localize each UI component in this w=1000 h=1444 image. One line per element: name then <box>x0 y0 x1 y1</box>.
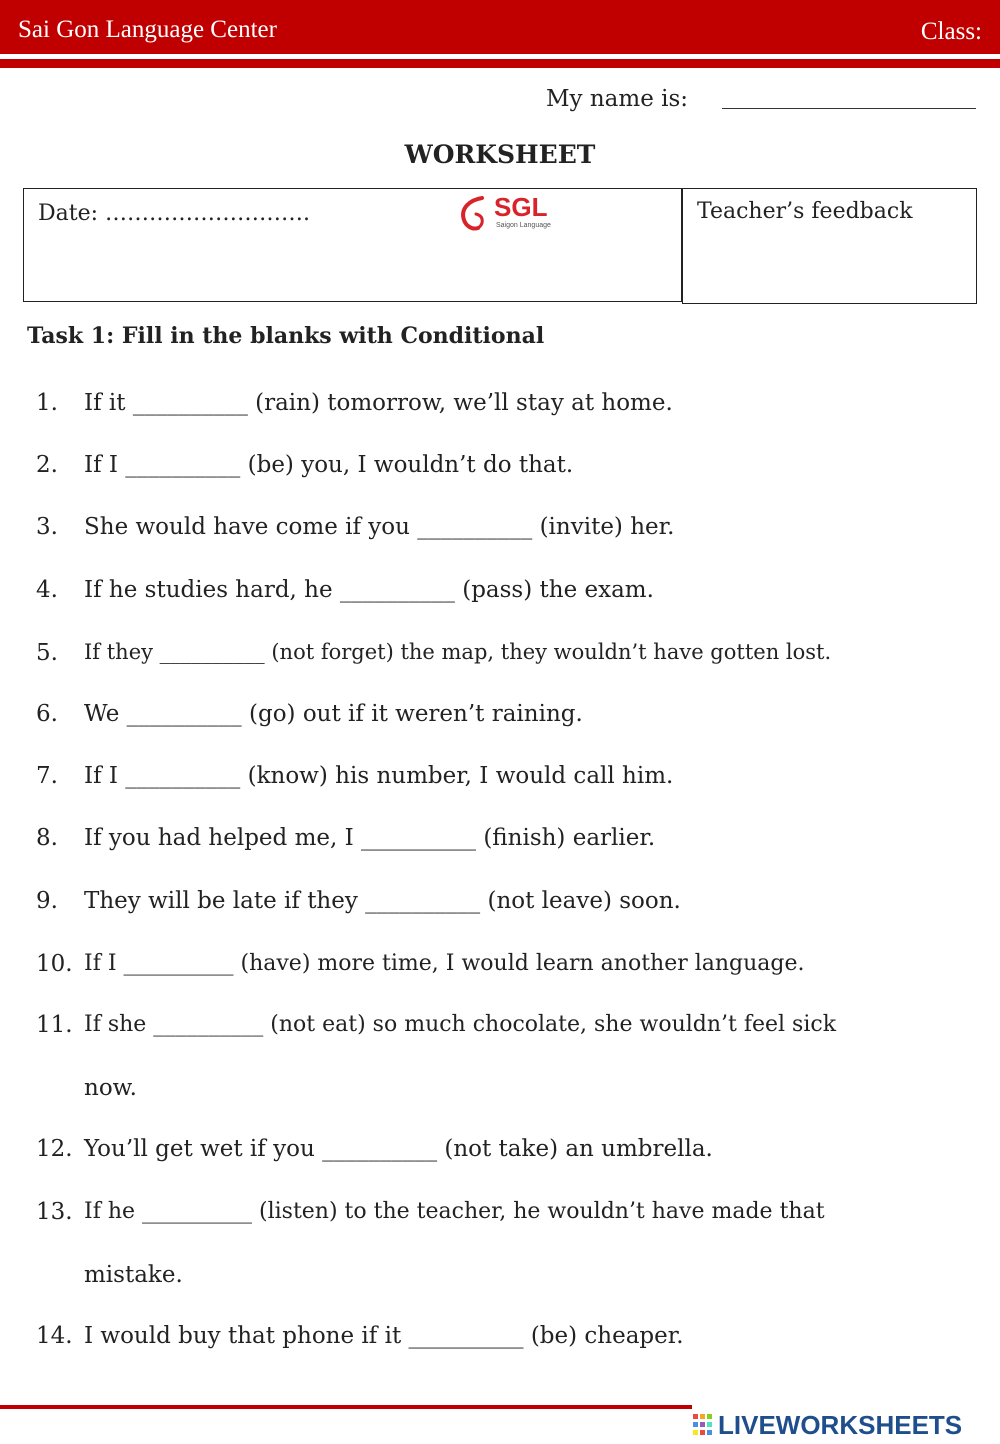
feedback-box <box>682 188 977 304</box>
date-label: Date: ………………………. <box>38 201 311 226</box>
question-number: 10. <box>36 951 73 977</box>
question-text[interactable]: If they __________ (not forget) the map, they wouldn’t have gotten lost. <box>84 640 832 664</box>
question-text[interactable]: If I __________ (know) his number, I would call him. <box>84 763 674 789</box>
question-text[interactable]: If I __________ (have) more time, I would learn another language. <box>84 951 805 976</box>
liveworksheets-brand <box>692 1405 1000 1441</box>
question-text[interactable]: If you had helped me, I __________ (finish) earlier. <box>84 825 656 851</box>
question-text[interactable]: We __________ (go) out if it weren’t raining. <box>84 701 583 727</box>
question-number: 14. <box>36 1323 73 1349</box>
date-box <box>23 188 682 302</box>
question-number: 9. <box>36 888 58 914</box>
logo-text: SGL <box>494 192 548 222</box>
question-text[interactable]: If it __________ (rain) tomorrow, we’ll stay at home. <box>84 390 673 416</box>
question-number: 11. <box>36 1012 73 1038</box>
question-text[interactable]: If he studies hard, he __________ (pass) the exam. <box>84 577 654 603</box>
feedback-label: Teacher’s feedback <box>697 199 913 224</box>
page-title: WORKSHEET <box>404 140 596 169</box>
question-number: 1. <box>36 390 58 416</box>
question-number: 2. <box>36 452 58 478</box>
question-number: 13. <box>36 1199 73 1225</box>
question-text[interactable]: They will be late if they __________ (not leave) soon. <box>84 888 681 914</box>
class-label: Class: <box>920 18 982 45</box>
question-number: 12. <box>36 1136 73 1162</box>
name-label: My name is: <box>546 86 689 112</box>
question-number: 3. <box>36 514 58 540</box>
question-text[interactable]: If she __________ (not eat) so much chocolate, she wouldn’t feel sick <box>84 1012 837 1037</box>
sgl-logo <box>456 194 576 236</box>
sgl-swirl-icon <box>456 194 492 234</box>
center-name: Sai Gon Language Center <box>18 16 277 43</box>
question-text[interactable]: You’ll get wet if you __________ (not take) an umbrella. <box>84 1136 713 1162</box>
task-title: Task 1: Fill in the blanks with Conditional <box>27 323 545 349</box>
question-text-continued: mistake. <box>84 1262 183 1288</box>
question-text[interactable]: I would buy that phone if it __________ (be) cheaper. <box>84 1323 684 1349</box>
question-text[interactable]: She would have come if you __________ (invite) her. <box>84 514 675 540</box>
liveworksheets-logo-icon <box>692 1412 714 1438</box>
liveworksheets-text: LIVEWORKSHEETS <box>718 1410 963 1440</box>
question-number: 6. <box>36 701 58 727</box>
logo-subtext: Saigon Language <box>496 222 551 229</box>
question-text[interactable]: If he __________ (listen) to the teacher, he wouldn’t have made that <box>84 1199 825 1224</box>
question-text[interactable]: If I __________ (be) you, I wouldn’t do that. <box>84 452 574 478</box>
name-input-line[interactable] <box>722 108 976 109</box>
header-divider <box>0 59 1000 68</box>
question-text-continued: now. <box>84 1075 137 1101</box>
question-number: 7. <box>36 763 58 789</box>
question-number: 5. <box>36 640 58 666</box>
question-number: 8. <box>36 825 58 851</box>
question-number: 4. <box>36 577 58 603</box>
